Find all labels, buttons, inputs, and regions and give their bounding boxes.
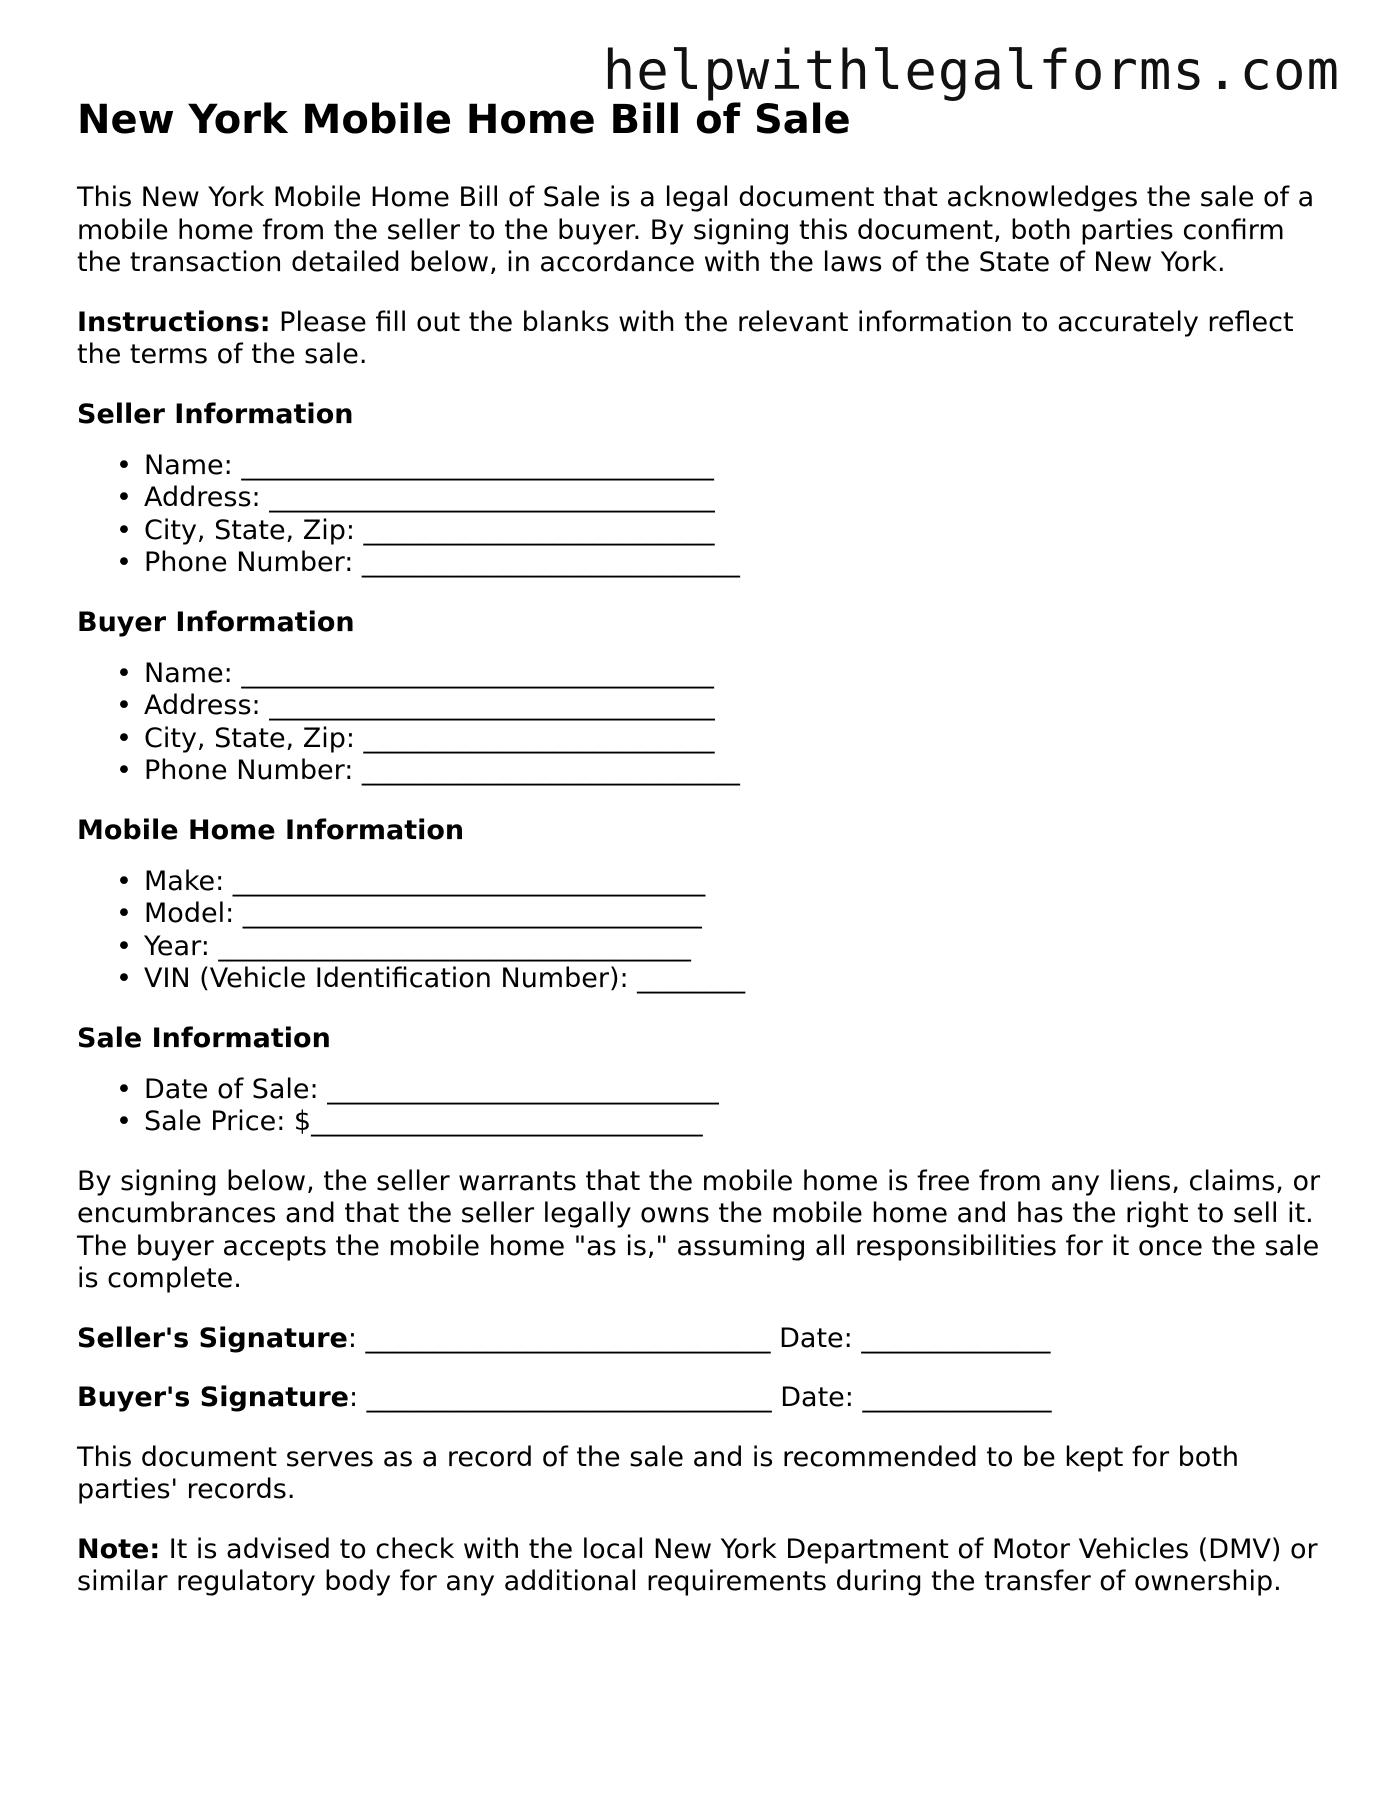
seller-phone-field[interactable] [116,547,1327,580]
bullet: • [116,657,132,689]
instructions-text: Please fill out the blanks with the relevant information to accurately reflect the terms of the sale. [77,306,1294,370]
watermark: helpwithlegalforms.com [602,39,1340,102]
buyer-city-state-zip-field[interactable] [116,722,1327,756]
list-item-text: Model: __________________________________ [144,898,702,929]
list-item-text: VIN (Vehicle Identification Number): ________ [144,963,746,994]
vin-field[interactable] [116,963,1327,996]
mobile-home-list [77,866,1327,996]
buyer-address-field[interactable] [116,690,1327,723]
buyer-phone-field[interactable] [116,755,1327,788]
mobile-home-heading: Mobile Home Information [77,814,465,846]
seller-list [77,450,1327,580]
buyer-signature-label: Buyer's Signature [77,1382,349,1413]
note-text: It is advised to check with the local New York Department of Motor Vehicles (DMV) or similar regulatory body for any additional requirements during the transfer of ownership. [77,1533,1318,1597]
list-item-text: City, State, Zip: __________________________ [144,514,715,546]
list-item-text: Phone Number: ____________________________ [144,755,740,786]
seller-address-field[interactable] [116,482,1327,515]
bullet: • [116,930,132,962]
bullet: • [116,449,132,481]
buyer-signature-blank: : ______________________________ Date: ______________ [349,1382,1052,1413]
seller-city-state-zip-field[interactable] [116,514,1327,548]
bullet: • [116,755,132,786]
bullet: • [116,514,132,546]
model-field[interactable] [116,898,1327,931]
bullet: • [116,963,132,994]
bullet: • [116,898,132,929]
seller-name-field[interactable] [116,449,1327,483]
note-label: Note: [77,1533,161,1565]
make-field[interactable] [116,865,1327,899]
bullet: • [116,1106,132,1137]
seller-signature-blank: : ______________________________ Date: ______________ [347,1322,1051,1354]
bullet: • [116,722,132,754]
instructions-label: Instructions: [77,306,271,338]
list-item-text: Sale Price: $_____________________________ [144,1106,703,1137]
list-item-text: Name: ___________________________________ [144,449,714,481]
buyer-list [77,658,1327,788]
warranty-paragraph: By signing below, the seller warrants that the mobile home is free from any liens, claims, or encumbrances and that the seller legally owns the mobile home and has the right to sell it. The buyer accepts the mobile home "as is," assuming all responsibilities for it once the sale is complete. [77,1165,1321,1294]
date-of-sale-field[interactable] [116,1073,1327,1107]
list-item-text: Address: _________________________________ [144,482,715,513]
note-paragraph [77,1534,1327,1599]
sale-price-field[interactable] [116,1106,1327,1139]
bullet: • [116,690,132,721]
sale-heading: Sale Information [77,1022,331,1054]
bullet: • [116,1073,132,1105]
record-paragraph: This document serves as a record of the sale and is recommended to be kept for both parties' records. [77,1441,1240,1505]
list-item-text: Name: ___________________________________ [144,657,714,689]
list-item-text: Address: _________________________________ [144,690,715,721]
seller-heading: Seller Information [77,398,354,430]
buyer-heading: Buyer Information [77,606,355,638]
seller-signature-label: Seller's Signature [77,1322,348,1354]
list-item-text: Year: ___________________________________ [144,930,691,962]
year-field[interactable] [116,930,1327,964]
sale-list [77,1074,1327,1139]
list-item-text: City, State, Zip: __________________________ [144,722,715,754]
seller-signature-line[interactable] [77,1323,1327,1356]
page-title: New York Mobile Home Bill of Sale [77,97,851,143]
document-page [77,96,1327,1626]
intro-paragraph: This New York Mobile Home Bill of Sale is a legal document that acknowledges the sale of a mobile home from the seller to the buyer. By signing this document, both parties confirm the transaction detailed below, in accordance with the laws of the State of New York. [77,182,1315,278]
bullet: • [116,865,132,897]
buyer-name-field[interactable] [116,657,1327,691]
bullet: • [116,547,132,578]
instructions-paragraph [77,307,1327,372]
list-item-text: Phone Number: ____________________________ [144,547,740,578]
list-item-text: Make: ___________________________________ [144,865,706,897]
bullet: • [116,482,132,513]
list-item-text: Date of Sale: _____________________________ [144,1073,719,1105]
buyer-signature-line[interactable] [77,1382,1327,1415]
